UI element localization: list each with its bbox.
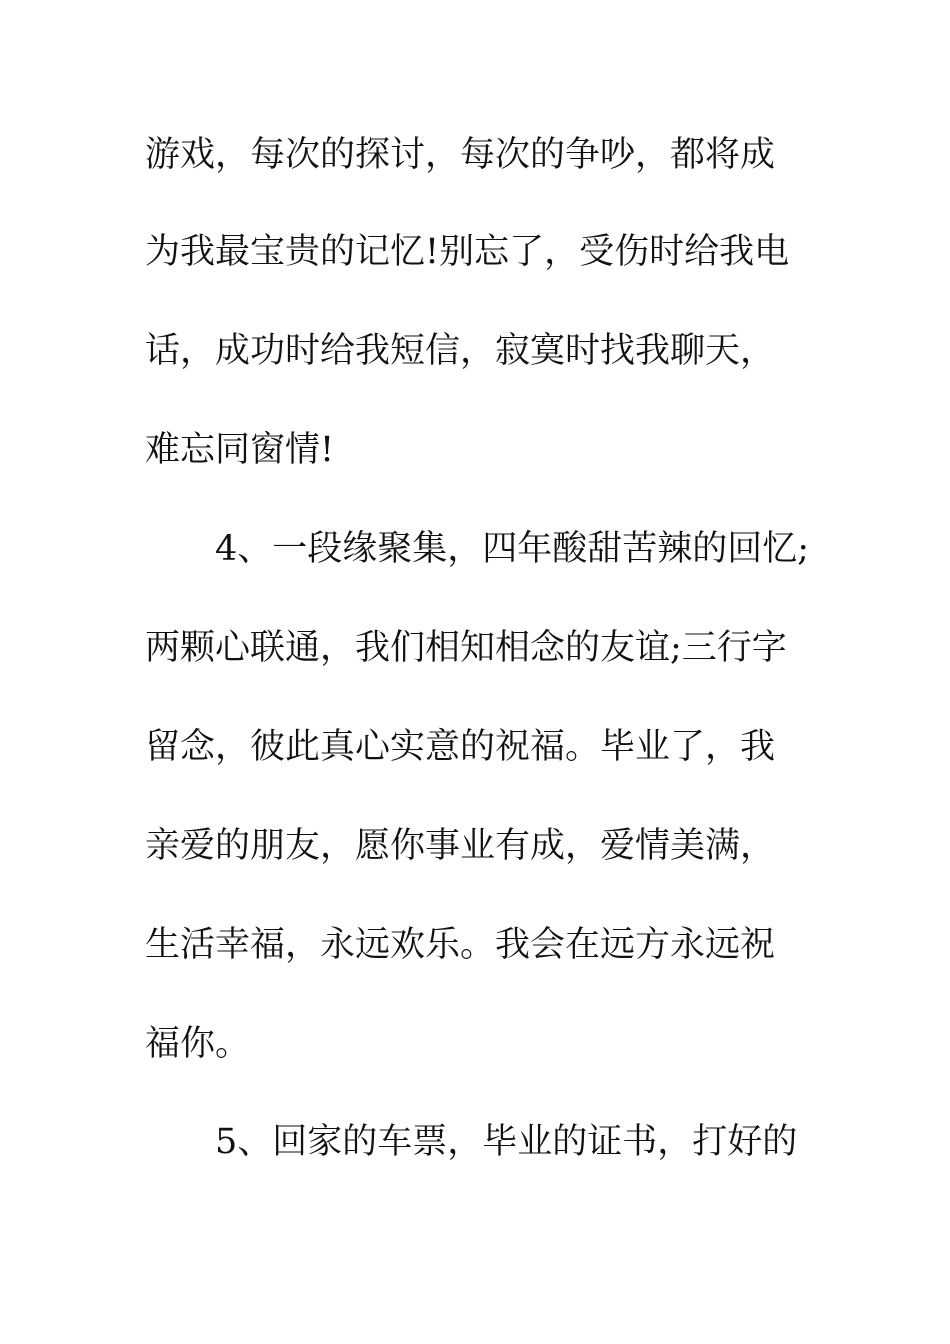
text-line: 话，成功时给我短信，寂寞时找我聊天， xyxy=(145,331,776,371)
text-line: 为我最宝贵的记忆!别忘了，受伤时给我电 xyxy=(145,232,790,272)
text-line: 难忘同窗情! xyxy=(145,430,335,470)
text-line: 两颗心联通，我们相知相念的友谊;三行字 xyxy=(145,628,787,668)
paragraph-start-line: 5、回家的车票，毕业的证书，打好的 xyxy=(215,1122,798,1162)
text-line: 亲爱的朋友，愿你事业有成，爱情美满， xyxy=(145,826,776,866)
text-line: 生活幸福，永远欢乐。我会在远方永远祝 xyxy=(145,925,776,965)
text-line: 福你。 xyxy=(145,1024,251,1064)
paragraph-start-line: 4、一段缘聚集，四年酸甜苦辣的回忆; xyxy=(215,529,810,569)
text-line: 游戏，每次的探讨，每次的争吵，都将成 xyxy=(145,135,776,175)
text-line: 留念，彼此真心实意的祝福。毕业了，我 xyxy=(145,727,776,767)
